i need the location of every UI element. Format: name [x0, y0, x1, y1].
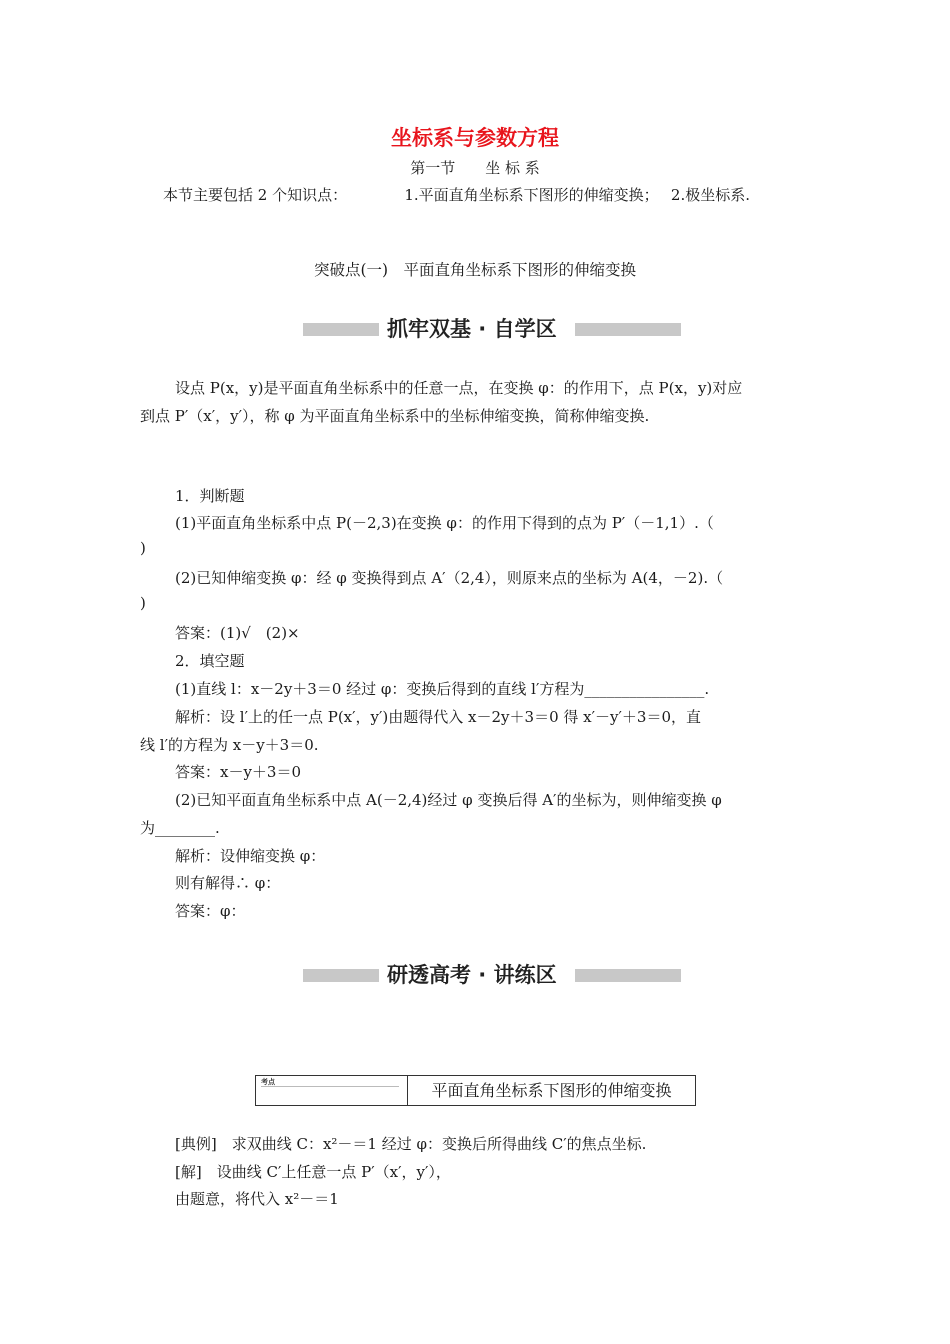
banner-bar-right	[575, 969, 681, 982]
kaodian-label-cell	[256, 1076, 408, 1105]
exercise-line: 线 l′的方程为 x－y＋3＝0.	[140, 736, 319, 754]
exercise-line: 为________.	[140, 819, 220, 837]
practice-banner	[303, 962, 681, 988]
kaodian-text: 平面直角坐标系下图形的伸缩变换	[431, 1081, 672, 1100]
banner-bar-left	[303, 969, 379, 982]
exercise-answer: 答案：φ：	[175, 902, 246, 920]
exercise-line: 解析：设 l′上的任一点 P(x′，y′)由题得代入 x－2y＋3＝0 得 x′－y′＋3＝0，直	[175, 708, 701, 726]
section-subtitle: 第一节 坐 标 系	[410, 159, 540, 177]
self-study-banner	[303, 316, 681, 342]
exercise-line: 解析：设伸缩变换 φ：	[175, 847, 326, 865]
exercise-answer: 答案：x－y＋3＝0	[175, 763, 302, 781]
breakthrough-title: 突破点(一) 平面直角坐标系下图形的伸缩变换	[313, 261, 637, 279]
exercise-line: 2．填空题	[175, 652, 245, 670]
exercise-line: 则有解得∴ φ：	[175, 874, 281, 892]
banner-bar-right	[575, 323, 681, 336]
kaodian-box	[255, 1075, 696, 1106]
kaodian-label: 考点	[261, 1078, 275, 1086]
page-title: 坐标系与参数方程	[391, 126, 559, 150]
exercise-line: 1．判断题	[175, 487, 245, 505]
kaodian-divider	[261, 1086, 399, 1087]
intro-line: 本节主要包括 2 个知识点： 1.平面直角坐标系下图形的伸缩变换； 2.极坐标系.	[163, 186, 751, 204]
exercise-line: )	[140, 594, 146, 612]
example-line: [解] 设曲线 C′上任意一点 P′（x′，y′），	[175, 1163, 451, 1181]
exercise-line: (2)已知伸缩变换 φ：经 φ 变换得到点 A′（2,4），则原来点的坐标为 A(4，－2).（	[175, 569, 724, 587]
definition-line-2: 到点 P′（x′，y′），称 φ 为平面直角坐标系中的坐标伸缩变换，简称伸缩变换.	[140, 407, 650, 425]
exercise-answer: 答案：(1)√ (2)×	[175, 624, 300, 642]
exercise-line: )	[140, 539, 146, 557]
example-line: [典例] 求双曲线 C：x²－＝1 经过 φ：变换后所得曲线 C′的焦点坐标.	[175, 1135, 647, 1153]
exercise-line: (2)已知平面直角坐标系中点 A(－2,4)经过 φ 变换后得 A′的坐标为，则伸缩变换 φ	[175, 791, 722, 809]
definition-line-1: 设点 P(x，y)是平面直角坐标系中的任意一点，在变换 φ：的作用下，点 P(x，y)对应	[175, 379, 743, 397]
banner-bar-left	[303, 323, 379, 336]
banner-text: 抓牢双基 · 自学区	[387, 317, 557, 341]
exercise-line: (1)平面直角坐标系中点 P(－2,3)在变换 φ：的作用下得到的点为 P′（－1,1）.（	[175, 514, 714, 532]
exercise-line: (1)直线 l：x－2y＋3＝0 经过 φ：变换后得到的直线 l′方程为________________.	[175, 680, 710, 698]
example-line: 由题意，将代入 x²－＝1	[175, 1190, 339, 1208]
banner-text: 研透高考 · 讲练区	[387, 963, 557, 987]
